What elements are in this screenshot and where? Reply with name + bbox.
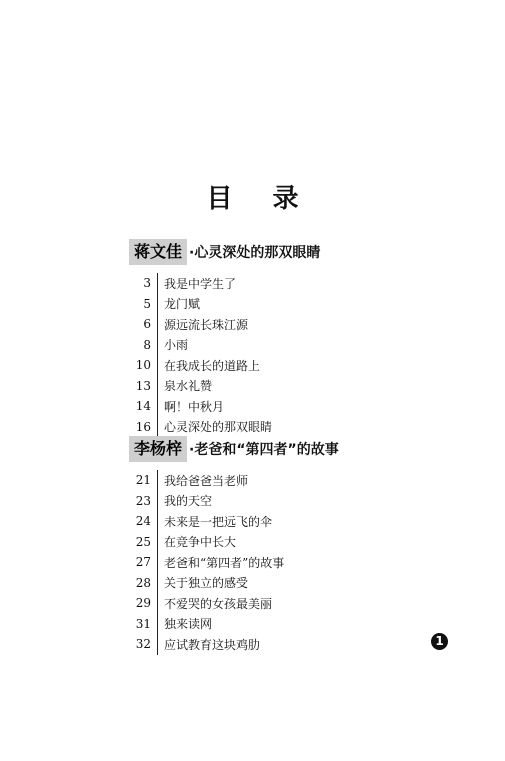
section-author: 蒋文佳 [129, 239, 187, 265]
entry-text: 不爱哭的女孩最美丽 [164, 596, 273, 611]
entry-text: 老爸和“第四者”的故事 [164, 555, 285, 570]
entry-text: 龙门赋 [164, 297, 201, 312]
section-title: ·老爸和“第四者”的故事 [189, 442, 339, 458]
page-title [0, 178, 505, 215]
list-item[interactable] [129, 470, 339, 491]
entry-page: 3 [143, 276, 151, 291]
entry-page: 8 [143, 337, 151, 352]
section-author: 李杨梓 [129, 436, 187, 462]
list-item[interactable] [129, 355, 320, 376]
list-item[interactable] [129, 491, 339, 512]
list-item[interactable] [129, 396, 320, 417]
entry-text: 源远流长珠江源 [164, 317, 249, 332]
list-item[interactable] [129, 532, 339, 553]
list-item[interactable] [129, 614, 339, 635]
entry-page: 27 [135, 555, 151, 570]
section-header [129, 239, 320, 265]
entry-page: 25 [135, 534, 151, 549]
section-1 [129, 239, 320, 437]
section-title: ·心灵深处的那双眼睛 [189, 245, 321, 261]
entry-page: 23 [135, 493, 151, 508]
list-item[interactable] [129, 335, 320, 356]
entry-text: 独来读网 [164, 617, 213, 632]
entry-page: 13 [135, 378, 151, 393]
entry-page: 31 [135, 616, 151, 631]
entry-text: 心灵深处的那双眼睛 [164, 420, 273, 435]
list-item[interactable] [129, 273, 320, 294]
entry-list [129, 273, 320, 437]
entry-text: 应试教育这块鸡肋 [164, 637, 261, 652]
entry-list [129, 470, 339, 655]
entry-page: 10 [135, 358, 151, 373]
entry-text: 啊！中秋月 [164, 399, 225, 414]
entry-page: 28 [135, 575, 151, 590]
entry-text: 关于独立的感受 [164, 576, 249, 591]
entry-page: 6 [143, 317, 151, 332]
list-item[interactable] [129, 376, 320, 397]
entry-page: 24 [135, 514, 151, 529]
entry-text: 泉水礼赞 [164, 379, 213, 394]
entry-page: 32 [135, 637, 151, 652]
entry-page: 14 [135, 399, 151, 414]
page-number-badge: 1 [431, 633, 448, 650]
section-header [129, 436, 339, 462]
list-item[interactable] [129, 294, 320, 315]
entry-text: 未来是一把远飞的伞 [164, 514, 273, 529]
title-char-1: 目 [206, 184, 233, 214]
entry-page: 16 [135, 419, 151, 434]
entry-text: 小雨 [164, 338, 189, 353]
list-item[interactable] [129, 417, 320, 438]
list-item[interactable] [129, 593, 339, 614]
entry-page: 21 [135, 473, 151, 488]
entry-page: 29 [135, 596, 151, 611]
section-2 [129, 436, 339, 655]
entry-text: 我是中学生了 [164, 276, 237, 291]
entry-text: 我给爸爸当老师 [164, 473, 249, 488]
list-item[interactable] [129, 573, 339, 594]
list-item[interactable] [129, 314, 320, 335]
title-char-2: 录 [272, 184, 299, 214]
entry-page: 5 [143, 296, 151, 311]
list-item[interactable] [129, 511, 339, 532]
list-item[interactable] [129, 634, 339, 655]
entry-text: 在竞争中长大 [164, 535, 237, 550]
entry-text: 我的天空 [164, 494, 213, 509]
entry-text: 在我成长的道路上 [164, 358, 261, 373]
list-item[interactable] [129, 552, 339, 573]
